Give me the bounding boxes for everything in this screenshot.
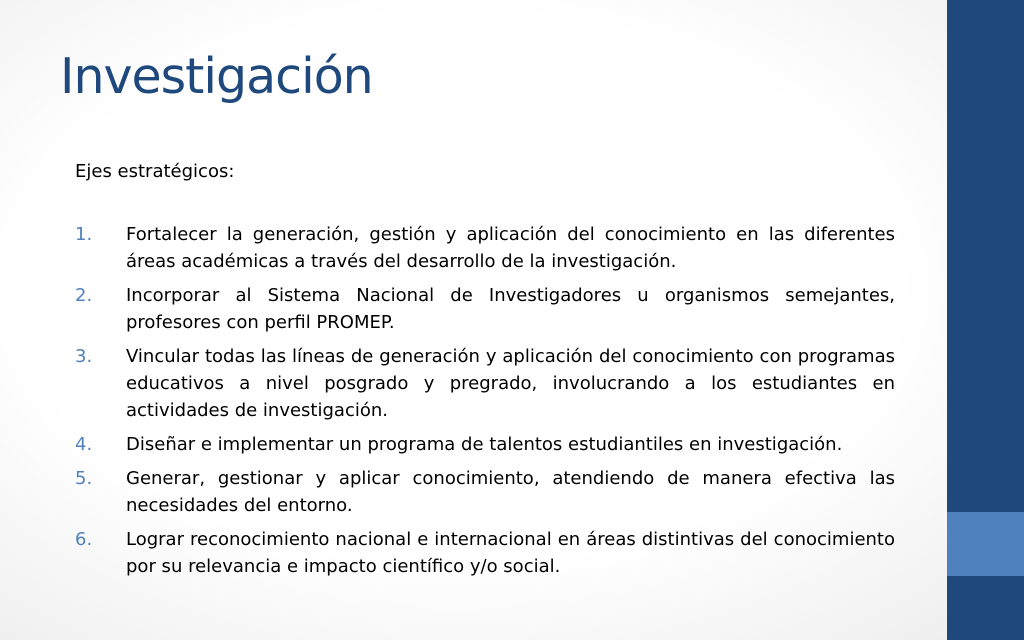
list-item-text: Fortalecer la generación, gestión y aplicación del conocimiento en las diferentes áreas académicas a través del desarrollo de la investigación.: [126, 224, 895, 272]
list-item-text: Generar, gestionar y aplicar conocimiento, atendiendo de manera efectiva las necesidades del entorno.: [126, 468, 895, 516]
list-item-number: 6.: [75, 529, 93, 550]
list-item-text: Incorporar al Sistema Nacional de Investigadores u organismos semejantes, profesores con perfil PROMEP.: [126, 285, 895, 333]
list-item: [75, 465, 895, 519]
list-item: [75, 431, 895, 458]
list-item-text: Lograr reconocimiento nacional e internacional en áreas distintivas del conocimiento por su relevancia e impacto científico y/o social.: [126, 529, 895, 577]
list-item-number: 4.: [75, 434, 93, 455]
list-item-text: Diseñar e implementar un programa de talentos estudiantiles en investigación.: [126, 434, 843, 455]
list-item: [75, 282, 895, 336]
list-item-number: 1.: [75, 224, 93, 245]
sidebar-accent-block: [947, 512, 1024, 576]
list-item: [75, 343, 895, 424]
list-item-text: Vincular todas las líneas de generación y aplicación del conocimiento con programas educativos a nivel posgrado y pregrado, involucrando a los estudiantes en actividades de investigación.: [126, 346, 895, 421]
list-item-number: 2.: [75, 285, 93, 306]
strategic-axes-list: [75, 221, 895, 587]
list-item-number: 3.: [75, 346, 93, 367]
slide-title: Investigación: [60, 48, 373, 105]
list-item: [75, 221, 895, 275]
list-item: [75, 526, 895, 580]
subtitle: Ejes estratégicos:: [75, 161, 235, 182]
list-item-number: 5.: [75, 468, 93, 489]
